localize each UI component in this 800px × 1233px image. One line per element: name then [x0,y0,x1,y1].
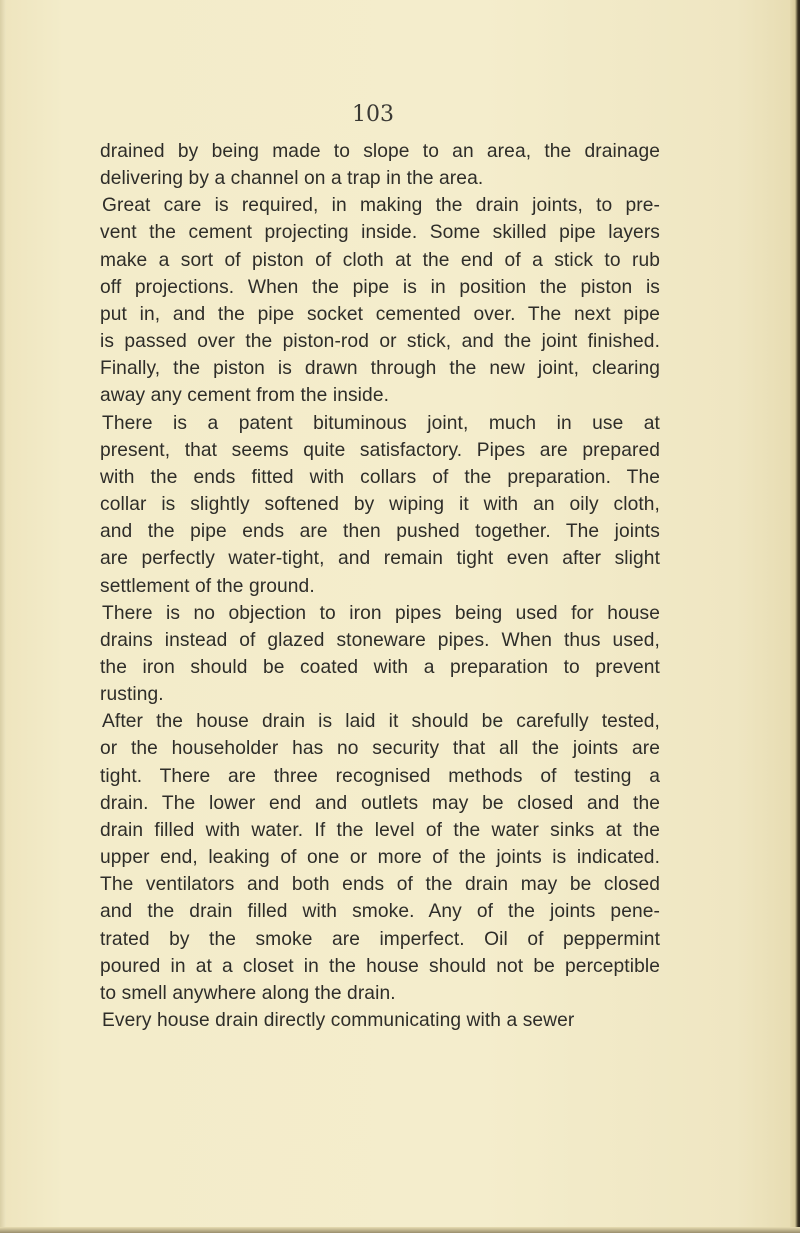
text-line: or the householder has no security that all the joints are [100,738,660,760]
page-number: 103 [352,102,394,127]
text-line: put in, and the pipe socket cemented over. The next pipe [100,303,660,325]
text-line: drain filled with water. If the level of the water sinks at the [100,819,660,841]
text-line: drain. The lower end and outlets may be closed and the [100,792,660,814]
text-line: make a sort of piston of cloth at the end of a stick to rub [100,249,660,271]
body-text [100,138,660,1034]
text-line: Every house drain directly communicating with a sewer [102,1010,575,1031]
text-line: drained by being made to slope to an area, the drainage [100,141,660,162]
text-line: poured in at a closet in the house should not be perceptible [100,955,660,977]
text-line: away any cement from the inside. [100,385,390,407]
text-line: There is no objection to iron pipes being used for house [102,602,660,624]
text-line: the iron should be coated with a preparation to prevent [100,656,660,678]
text-line: delivering by a channel on a trap in the area. [100,168,484,190]
text-line: and the drain filled with smoke. Any of the joints pene- [100,901,660,923]
text-line: settlement of the ground. [100,575,315,597]
text-line: Finally, the piston is drawn through the new joint, clearing [100,358,660,380]
page-left-shadow [0,0,6,1233]
paragraph [100,1007,660,1034]
text-line: and the pipe ends are then pushed together. The joints [100,521,660,543]
paragraph [100,138,660,192]
text-line: The ventilators and both ends of the drain may be closed [100,874,660,896]
paragraph [100,192,660,409]
page-right-edge [790,0,800,1233]
text-line: upper end, leaking of one or more of the joints is indicated. [100,847,660,869]
text-line: are perfectly water-tight, and remain tight even after slight [100,548,660,570]
text-line: vent the cement projecting inside. Some skilled pipe layers [100,222,660,244]
text-line: to smell anywhere along the drain. [100,982,396,1004]
text-line: with the ends fitted with collars of the preparation. The [100,466,660,488]
text-line: off projections. When the pipe is in position the piston is [100,276,660,298]
paragraph [100,600,660,709]
paragraph [100,708,660,1007]
text-line: tight. There are three recognised methods of testing a [100,765,660,787]
text-line: trated by the smoke are imperfect. Oil of peppermint [100,928,660,950]
text-line: drains instead of glazed stoneware pipes. When thus used, [100,629,660,651]
text-line: rusting. [100,684,164,706]
text-line: is passed over the piston-rod or stick, and the joint finished. [100,331,660,353]
page-bottom-edge [0,1227,800,1233]
text-line: present, that seems quite satisfactory. Pipes are prepared [100,439,660,461]
text-line: After the house drain is laid it should be carefully tested, [102,711,660,733]
text-line: There is a patent bituminous joint, much in use at [102,412,660,434]
paragraph [100,410,660,600]
text-line: collar is slightly softened by wiping it with an oily cloth, [100,494,660,516]
text-line: Great care is required, in making the drain joints, to pre- [102,195,660,217]
